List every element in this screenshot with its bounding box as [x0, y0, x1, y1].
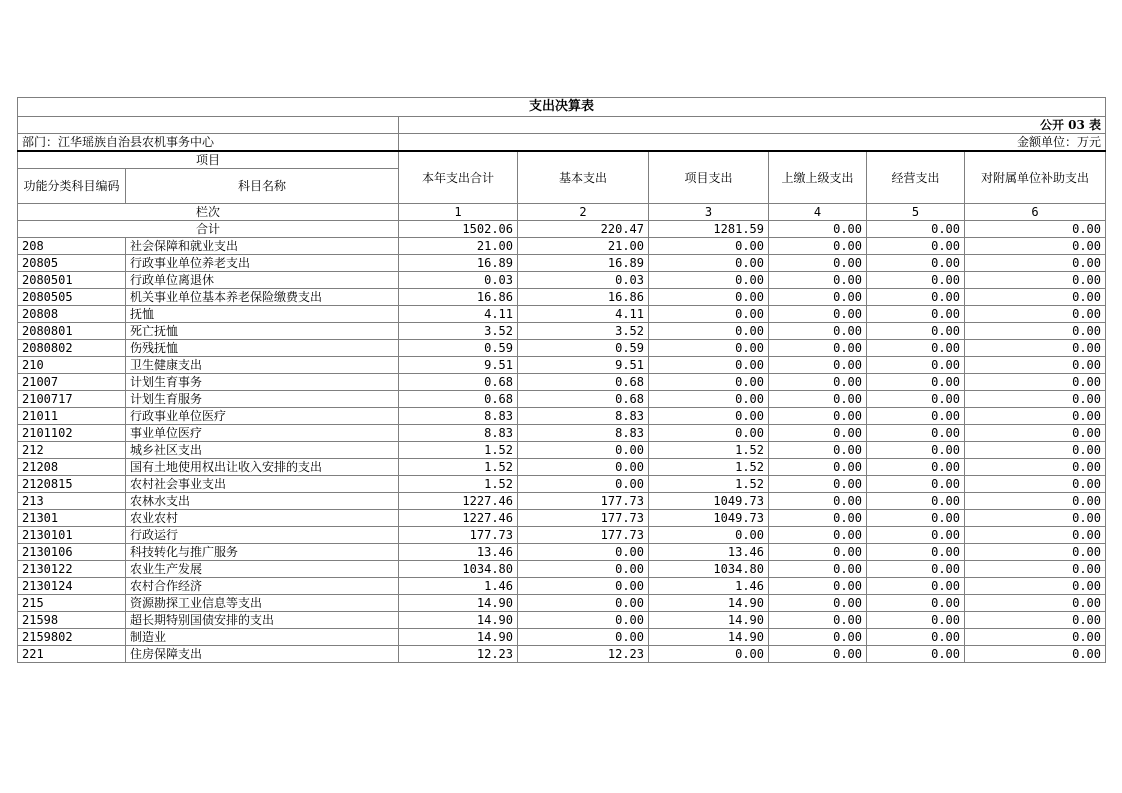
column-index-4: 4 [769, 204, 867, 221]
row-value: 0.00 [769, 595, 867, 612]
row-value: 21.00 [518, 238, 649, 255]
total-row [18, 221, 1106, 238]
table-row [18, 595, 1106, 612]
row-value: 0.68 [518, 374, 649, 391]
row-value: 0.00 [965, 272, 1106, 289]
row-value: 13.46 [649, 544, 769, 561]
total-value: 0.00 [867, 221, 965, 238]
department-label: 部门：江华瑶族自治县农机事务中心 [18, 134, 399, 152]
row-value: 0.00 [965, 340, 1106, 357]
row-value: 0.00 [965, 357, 1106, 374]
row-value: 0.00 [965, 595, 1106, 612]
table-code: 公开 03 表 [399, 117, 1106, 134]
row-name: 超长期特别国债安排的支出 [126, 612, 399, 629]
row-value: 0.00 [769, 646, 867, 663]
row-name: 计划生育事务 [126, 374, 399, 391]
row-value: 0.00 [649, 238, 769, 255]
row-code: 21011 [18, 408, 126, 425]
row-value: 14.90 [649, 595, 769, 612]
row-value: 14.90 [649, 629, 769, 646]
table-row [18, 476, 1106, 493]
row-value: 0.00 [769, 391, 867, 408]
row-value: 0.00 [769, 510, 867, 527]
row-code: 2080801 [18, 323, 126, 340]
row-value: 8.83 [399, 425, 518, 442]
row-code: 212 [18, 442, 126, 459]
row-value: 14.90 [399, 612, 518, 629]
row-value: 1.52 [399, 459, 518, 476]
row-value: 177.73 [518, 527, 649, 544]
table-row [18, 425, 1106, 442]
table-row [18, 391, 1106, 408]
row-value: 0.00 [769, 323, 867, 340]
row-name: 资源勘探工业信息等支出 [126, 595, 399, 612]
column-index-1: 1 [399, 204, 518, 221]
row-value: 0.00 [867, 476, 965, 493]
row-value: 0.00 [867, 578, 965, 595]
total-value: 0.00 [769, 221, 867, 238]
row-name: 城乡社区支出 [126, 442, 399, 459]
row-value: 0.00 [867, 442, 965, 459]
row-value: 12.23 [399, 646, 518, 663]
row-value: 1.46 [399, 578, 518, 595]
row-value: 0.00 [769, 544, 867, 561]
row-code: 208 [18, 238, 126, 255]
row-value: 0.00 [769, 425, 867, 442]
row-value: 3.52 [399, 323, 518, 340]
row-value: 14.90 [399, 629, 518, 646]
total-value: 0.00 [965, 221, 1106, 238]
row-value: 0.00 [965, 561, 1106, 578]
row-value: 0.00 [769, 340, 867, 357]
row-name: 行政单位离退休 [126, 272, 399, 289]
row-name: 国有土地使用权出让收入安排的支出 [126, 459, 399, 476]
row-value: 1.46 [649, 578, 769, 595]
row-value: 0.00 [965, 289, 1106, 306]
column-index-6: 6 [965, 204, 1106, 221]
row-name: 机关事业单位基本养老保险缴费支出 [126, 289, 399, 306]
row-value: 14.90 [399, 595, 518, 612]
row-value: 0.00 [769, 442, 867, 459]
table-row [18, 544, 1106, 561]
row-value: 4.11 [399, 306, 518, 323]
row-value: 16.89 [399, 255, 518, 272]
row-value: 177.73 [399, 527, 518, 544]
row-code: 2130124 [18, 578, 126, 595]
row-value: 0.00 [867, 272, 965, 289]
row-name: 农业生产发展 [126, 561, 399, 578]
row-value: 0.00 [867, 493, 965, 510]
row-value: 0.59 [399, 340, 518, 357]
row-value: 0.00 [965, 459, 1106, 476]
row-name: 科技转化与推广服务 [126, 544, 399, 561]
expenditure-table [17, 97, 1106, 663]
row-value: 1.52 [649, 476, 769, 493]
row-value: 3.52 [518, 323, 649, 340]
table-title: 支出决算表 [18, 98, 1106, 117]
table-row [18, 289, 1106, 306]
row-value: 1034.80 [649, 561, 769, 578]
row-value: 0.00 [965, 612, 1106, 629]
row-value: 0.00 [769, 476, 867, 493]
row-value: 0.00 [769, 238, 867, 255]
row-value: 14.90 [649, 612, 769, 629]
row-code: 2080802 [18, 340, 126, 357]
row-value: 0.00 [769, 578, 867, 595]
expenditure-sheet [17, 97, 1105, 663]
row-value: 177.73 [518, 493, 649, 510]
row-name: 事业单位医疗 [126, 425, 399, 442]
header-total: 本年支出合计 [399, 151, 518, 204]
row-value: 0.00 [518, 612, 649, 629]
table-row [18, 238, 1106, 255]
row-value: 0.59 [518, 340, 649, 357]
row-value: 0.00 [649, 527, 769, 544]
column-index-3: 3 [649, 204, 769, 221]
row-value: 0.00 [769, 527, 867, 544]
row-value: 0.00 [965, 527, 1106, 544]
row-value: 8.83 [518, 425, 649, 442]
header-project: 项目 [18, 151, 399, 169]
row-code: 2080505 [18, 289, 126, 306]
table-row [18, 357, 1106, 374]
row-value: 0.00 [649, 374, 769, 391]
header-item: 项目支出 [649, 151, 769, 204]
row-value: 0.00 [965, 629, 1106, 646]
row-value: 0.00 [965, 306, 1106, 323]
row-value: 0.68 [518, 391, 649, 408]
row-value: 0.00 [867, 357, 965, 374]
row-value: 0.00 [769, 629, 867, 646]
total-value: 220.47 [518, 221, 649, 238]
table-row [18, 629, 1106, 646]
row-name: 抚恤 [126, 306, 399, 323]
row-value: 0.00 [769, 272, 867, 289]
row-value: 0.00 [965, 255, 1106, 272]
row-code: 21598 [18, 612, 126, 629]
row-value: 0.00 [965, 425, 1106, 442]
table-row [18, 255, 1106, 272]
total-value: 1502.06 [399, 221, 518, 238]
column-index-2: 2 [518, 204, 649, 221]
row-value: 0.00 [649, 255, 769, 272]
row-value: 0.00 [867, 323, 965, 340]
row-value: 0.00 [867, 255, 965, 272]
row-value: 0.00 [769, 255, 867, 272]
row-value: 1.52 [399, 442, 518, 459]
row-value: 0.00 [769, 374, 867, 391]
row-value: 0.00 [965, 323, 1106, 340]
row-code: 2130106 [18, 544, 126, 561]
unit-label: 金额单位：万元 [399, 134, 1106, 152]
table-row [18, 408, 1106, 425]
row-name: 农村社会事业支出 [126, 476, 399, 493]
table-row [18, 493, 1106, 510]
row-value: 0.00 [769, 408, 867, 425]
row-name: 卫生健康支出 [126, 357, 399, 374]
row-value: 0.00 [867, 408, 965, 425]
row-value: 0.00 [965, 544, 1106, 561]
row-value: 0.68 [399, 374, 518, 391]
row-value: 0.00 [649, 646, 769, 663]
row-value: 0.00 [518, 629, 649, 646]
row-name: 行政运行 [126, 527, 399, 544]
row-value: 13.46 [399, 544, 518, 561]
row-code: 221 [18, 646, 126, 663]
row-code: 21208 [18, 459, 126, 476]
header-upper: 上缴上级支出 [769, 151, 867, 204]
row-value: 8.83 [518, 408, 649, 425]
row-value: 0.00 [867, 306, 965, 323]
row-value: 1.52 [649, 442, 769, 459]
row-value: 0.00 [965, 238, 1106, 255]
row-value: 0.68 [399, 391, 518, 408]
row-name: 行政事业单位养老支出 [126, 255, 399, 272]
row-value: 0.00 [867, 238, 965, 255]
row-code: 2101102 [18, 425, 126, 442]
row-value: 16.89 [518, 255, 649, 272]
row-value: 0.00 [867, 612, 965, 629]
row-value: 0.00 [649, 340, 769, 357]
table-row [18, 578, 1106, 595]
row-code: 2080501 [18, 272, 126, 289]
row-name: 农业农村 [126, 510, 399, 527]
row-value: 8.83 [399, 408, 518, 425]
row-value: 0.00 [769, 612, 867, 629]
table-row [18, 374, 1106, 391]
row-value: 0.00 [965, 578, 1106, 595]
header-basic: 基本支出 [518, 151, 649, 204]
row-value: 0.00 [769, 289, 867, 306]
row-value: 0.00 [965, 646, 1106, 663]
row-value: 0.00 [649, 391, 769, 408]
row-name: 死亡抚恤 [126, 323, 399, 340]
row-value: 0.00 [965, 493, 1106, 510]
table-row [18, 306, 1106, 323]
row-code: 213 [18, 493, 126, 510]
row-value: 0.00 [649, 289, 769, 306]
row-value: 0.00 [649, 357, 769, 374]
header-subsidy: 对附属单位补助支出 [965, 151, 1106, 204]
row-name: 农村合作经济 [126, 578, 399, 595]
row-value: 0.00 [867, 340, 965, 357]
row-value: 0.00 [867, 544, 965, 561]
row-value: 0.00 [965, 374, 1106, 391]
row-value: 0.00 [965, 442, 1106, 459]
row-value: 0.00 [518, 578, 649, 595]
header-operating: 经营支出 [867, 151, 965, 204]
row-value: 0.00 [649, 306, 769, 323]
row-code: 2159802 [18, 629, 126, 646]
row-value: 0.00 [649, 408, 769, 425]
row-code: 21007 [18, 374, 126, 391]
row-value: 0.00 [965, 510, 1106, 527]
total-label: 合计 [18, 221, 399, 238]
row-value: 0.00 [867, 425, 965, 442]
row-value: 1227.46 [399, 510, 518, 527]
row-value: 9.51 [518, 357, 649, 374]
row-value: 1034.80 [399, 561, 518, 578]
row-value: 0.00 [769, 561, 867, 578]
row-code: 2100717 [18, 391, 126, 408]
row-value: 0.00 [867, 459, 965, 476]
column-index-label: 栏次 [18, 204, 399, 221]
row-value: 1.52 [649, 459, 769, 476]
row-code: 20805 [18, 255, 126, 272]
row-value: 9.51 [399, 357, 518, 374]
header-name: 科目名称 [126, 169, 399, 204]
row-value: 0.00 [518, 476, 649, 493]
row-value: 0.00 [965, 476, 1106, 493]
row-code: 20808 [18, 306, 126, 323]
row-code: 2120815 [18, 476, 126, 493]
table-row [18, 272, 1106, 289]
row-value: 0.00 [518, 544, 649, 561]
table-row [18, 612, 1106, 629]
row-value: 1049.73 [649, 510, 769, 527]
row-value: 16.86 [399, 289, 518, 306]
table-row [18, 646, 1106, 663]
row-value: 0.00 [649, 272, 769, 289]
row-value: 0.00 [867, 561, 965, 578]
header-code: 功能分类科目编码 [18, 169, 126, 204]
column-index-5: 5 [867, 204, 965, 221]
row-value: 0.00 [867, 629, 965, 646]
row-value: 1049.73 [649, 493, 769, 510]
row-code: 2130101 [18, 527, 126, 544]
table-row [18, 340, 1106, 357]
row-name: 行政事业单位医疗 [126, 408, 399, 425]
row-value: 0.03 [518, 272, 649, 289]
row-value: 0.00 [867, 391, 965, 408]
row-value: 4.11 [518, 306, 649, 323]
row-value: 0.00 [867, 646, 965, 663]
row-value: 0.00 [867, 527, 965, 544]
row-value: 177.73 [518, 510, 649, 527]
row-name: 社会保障和就业支出 [126, 238, 399, 255]
row-name: 计划生育服务 [126, 391, 399, 408]
row-code: 2130122 [18, 561, 126, 578]
row-value: 16.86 [518, 289, 649, 306]
row-code: 215 [18, 595, 126, 612]
table-row [18, 442, 1106, 459]
row-name: 制造业 [126, 629, 399, 646]
row-value: 1227.46 [399, 493, 518, 510]
table-row [18, 323, 1106, 340]
row-code: 210 [18, 357, 126, 374]
table-row [18, 510, 1106, 527]
row-value: 21.00 [399, 238, 518, 255]
row-value: 0.00 [965, 391, 1106, 408]
row-name: 伤残抚恤 [126, 340, 399, 357]
row-value: 0.00 [867, 374, 965, 391]
row-value: 0.03 [399, 272, 518, 289]
row-value: 12.23 [518, 646, 649, 663]
table-row [18, 459, 1106, 476]
row-value: 0.00 [649, 323, 769, 340]
row-value: 0.00 [769, 357, 867, 374]
row-value: 1.52 [399, 476, 518, 493]
table-row [18, 527, 1106, 544]
total-value: 1281.59 [649, 221, 769, 238]
row-name: 住房保障支出 [126, 646, 399, 663]
row-value: 0.00 [769, 459, 867, 476]
row-name: 农林水支出 [126, 493, 399, 510]
row-value: 0.00 [518, 595, 649, 612]
row-value: 0.00 [518, 459, 649, 476]
row-value: 0.00 [965, 408, 1106, 425]
row-value: 0.00 [867, 595, 965, 612]
row-value: 0.00 [867, 289, 965, 306]
row-value: 0.00 [518, 561, 649, 578]
table-row [18, 561, 1106, 578]
row-value: 0.00 [867, 510, 965, 527]
row-value: 0.00 [649, 425, 769, 442]
row-value: 0.00 [769, 306, 867, 323]
row-value: 0.00 [769, 493, 867, 510]
row-code: 21301 [18, 510, 126, 527]
row-value: 0.00 [518, 442, 649, 459]
